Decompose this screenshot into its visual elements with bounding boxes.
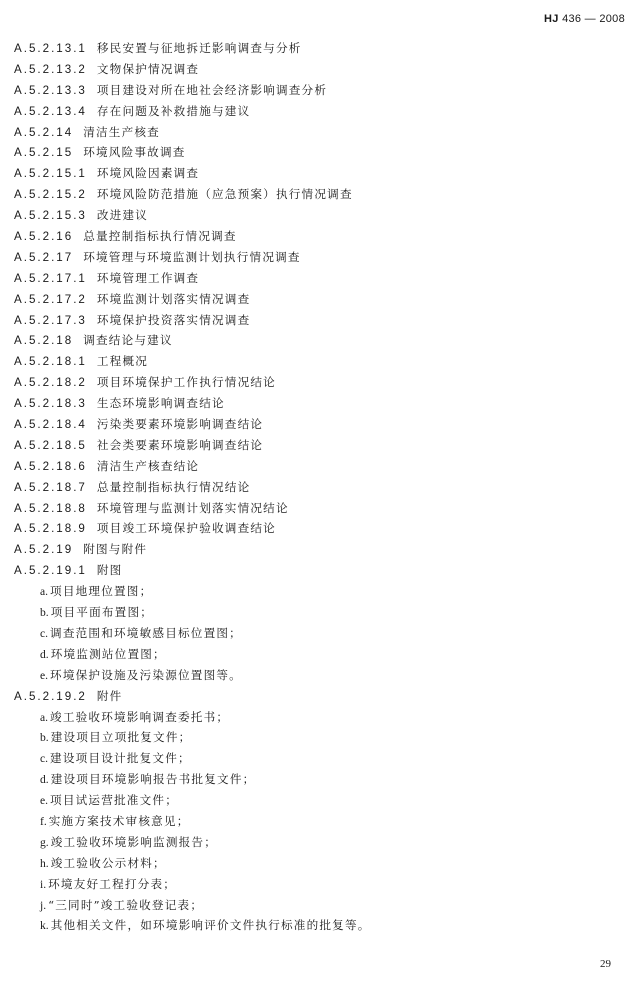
section-title: 存在问题及补救措施与建议 (96, 103, 251, 118)
section-item (14, 414, 625, 435)
list-letter: b. (40, 731, 49, 745)
section-item (14, 539, 625, 560)
attachment-item (14, 707, 625, 728)
list-text: 实施方案技术审核意见； (48, 813, 190, 828)
list-letter: f. (40, 814, 47, 828)
attachment-item (14, 895, 625, 916)
attachment-item (14, 874, 625, 895)
figure-item (14, 644, 625, 665)
list-text: 项目地理位置图； (50, 584, 153, 599)
section-title: 环境监测计划落实情况调查 (96, 291, 251, 306)
section-number: A.5.2.18.3 (14, 397, 87, 411)
section-number: A.5.2.13.3 (14, 83, 87, 97)
list-letter: d. (40, 773, 49, 787)
section-item (14, 122, 625, 143)
section-number: A.5.2.19.1 (14, 564, 87, 578)
list-letter: a. (40, 710, 49, 724)
figure-item (14, 581, 625, 602)
section-title: 环境管理工作调查 (96, 270, 200, 285)
attachment-item (14, 832, 625, 853)
list-letter: e. (40, 668, 49, 682)
list-letter: h. (40, 856, 49, 870)
section-number: A.5.2.17.1 (14, 271, 87, 285)
section-item (14, 456, 625, 477)
section-item (14, 163, 625, 184)
attachment-item (14, 811, 625, 832)
list-letter: c. (40, 626, 49, 640)
section-title: 附图 (96, 563, 123, 578)
figure-item (14, 665, 625, 686)
section-item (14, 101, 625, 122)
section-number: A.5.2.17 (14, 250, 74, 264)
section-item (14, 560, 625, 581)
section-item (14, 268, 625, 289)
attachment-item (14, 915, 625, 936)
section-number: A.5.2.15.2 (14, 188, 87, 202)
section-item (14, 477, 625, 498)
section-number: A.5.2.18 (14, 334, 74, 348)
section-title: 调查结论与建议 (83, 333, 173, 348)
section-item (14, 184, 625, 205)
section-item (14, 518, 625, 539)
section-title: 社会类要素环境影响调查结论 (96, 437, 264, 452)
list-text: 竣工验收环境影响监测报告； (50, 834, 218, 849)
section-item (14, 142, 625, 163)
standard-header (544, 13, 625, 25)
list-text: 环境保护设施及污染源位置图等。 (50, 667, 242, 682)
section-title: 环境管理与环境监测计划执行情况调查 (83, 249, 301, 264)
section-item (14, 59, 625, 80)
section-item (14, 372, 625, 393)
page-number: 29 (600, 958, 611, 970)
section-title: 环境风险事故调查 (83, 145, 186, 160)
list-letter: e. (40, 794, 49, 808)
list-text: “三同时”竣工验收登记表； (48, 897, 204, 912)
section-item (14, 226, 625, 247)
attachment-item (14, 790, 625, 811)
section-title: 项目竣工环境保护验收调查结论 (96, 521, 276, 536)
attachment-item (14, 769, 625, 790)
section-title: 改进建议 (96, 208, 149, 223)
section-item (14, 393, 625, 414)
list-text: 环境友好工程打分表； (48, 876, 177, 891)
attachment-heading (14, 686, 625, 707)
attachment-item (14, 727, 625, 748)
list-letter: c. (40, 752, 49, 766)
section-title: 污染类要素环境影响调查结论 (96, 417, 264, 432)
section-number: A.5.2.14 (14, 125, 74, 139)
section-title: 环境风险防范措施（应急预案）执行情况调查 (96, 187, 353, 202)
section-number: A.5.2.18.8 (14, 501, 87, 515)
section-number: A.5.2.18.9 (14, 522, 87, 536)
section-title: 总量控制指标执行情况调查 (83, 229, 237, 244)
attachment-item (14, 853, 625, 874)
list-text: 竣工验收环境影响调查委托书； (50, 709, 230, 724)
section-number: A.5.2.15.3 (14, 209, 87, 223)
section-list (14, 38, 625, 581)
section-item (14, 435, 625, 456)
section-title: 生态环境影响调查结论 (96, 396, 225, 411)
list-text: 建设项目设计批复文件； (50, 751, 191, 766)
standard-prefix: HJ (544, 13, 559, 25)
section-item (14, 247, 625, 268)
section-item (14, 289, 625, 310)
list-letter: k. (40, 919, 49, 933)
list-text: 项目平面布置图； (50, 605, 154, 620)
section-number: A.5.2.18.6 (14, 459, 87, 473)
section-number: A.5.2.18.1 (14, 355, 87, 369)
figure-list (14, 581, 625, 685)
section-number: A.5.2.18.2 (14, 376, 87, 390)
section-item (14, 351, 625, 372)
section-title: 附图与附件 (83, 542, 148, 557)
standard-code: 436 — 2008 (562, 13, 625, 25)
section-item (14, 330, 625, 351)
section-title: 总量控制指标执行情况结论 (96, 479, 251, 494)
figure-item (14, 602, 625, 623)
list-letter: g. (40, 835, 49, 849)
list-text: 项目试运营批准文件； (50, 793, 178, 808)
section-title: 清洁生产核查结论 (96, 458, 200, 473)
section-title: 附件 (96, 688, 123, 703)
list-text: 竣工验收公示材料； (50, 855, 166, 870)
section-number: A.5.2.16 (14, 230, 74, 244)
section-title: 项目建设对所在地社会经济影响调查分析 (96, 82, 328, 97)
section-number: A.5.2.13.1 (14, 42, 87, 55)
list-text: 建设项目环境影响报告书批复文件； (50, 772, 256, 787)
section-number: A.5.2.18.7 (14, 480, 87, 494)
section-number: A.5.2.13.2 (14, 62, 87, 76)
section-title: 清洁生产核查 (83, 124, 160, 139)
list-letter: b. (40, 606, 49, 620)
section-title: 环境管理与监测计划落实情况结论 (96, 500, 289, 515)
list-text: 调查范围和环境敏感目标位置图； (50, 625, 242, 640)
section-number: A.5.2.15 (14, 146, 74, 160)
section-item (14, 205, 625, 226)
section-title: 环境风险因素调查 (96, 166, 200, 181)
document-body (14, 38, 625, 936)
list-text: 建设项目立项批复文件； (50, 730, 192, 745)
list-letter: i. (40, 877, 47, 891)
section-number: A.5.2.15.1 (14, 167, 87, 181)
section-title: 环境保护投资落实情况调查 (96, 312, 251, 327)
section-title: 文物保护情况调查 (96, 61, 200, 76)
section-number: A.5.2.18.5 (14, 438, 87, 452)
section-number: A.5.2.19 (14, 543, 74, 557)
section-item (14, 310, 625, 331)
section-title: 项目环境保护工作执行情况结论 (96, 375, 276, 390)
list-letter: d. (40, 647, 49, 661)
section-item (14, 80, 625, 101)
attachment-list (14, 707, 625, 937)
section-number: A.5.2.17.2 (14, 292, 87, 306)
section-title: 工程概况 (96, 354, 149, 369)
list-text: 其他相关文件，如环境影响评价文件执行标准的批复等。 (50, 918, 371, 933)
attachment-item (14, 748, 625, 769)
section-number: A.5.2.18.4 (14, 418, 87, 432)
list-letter: a. (40, 585, 49, 599)
section-item (14, 498, 625, 519)
list-text: 环境监测站位置图； (50, 646, 166, 661)
section-number: A.5.2.13.4 (14, 104, 87, 118)
figure-item (14, 623, 625, 644)
section-item (14, 38, 625, 59)
section-number: A.5.2.19.2 (14, 689, 87, 703)
section-title: 移民安置与征地拆迁影响调查与分析 (96, 41, 302, 55)
list-letter: j. (40, 898, 47, 912)
section-number: A.5.2.17.3 (14, 313, 87, 327)
